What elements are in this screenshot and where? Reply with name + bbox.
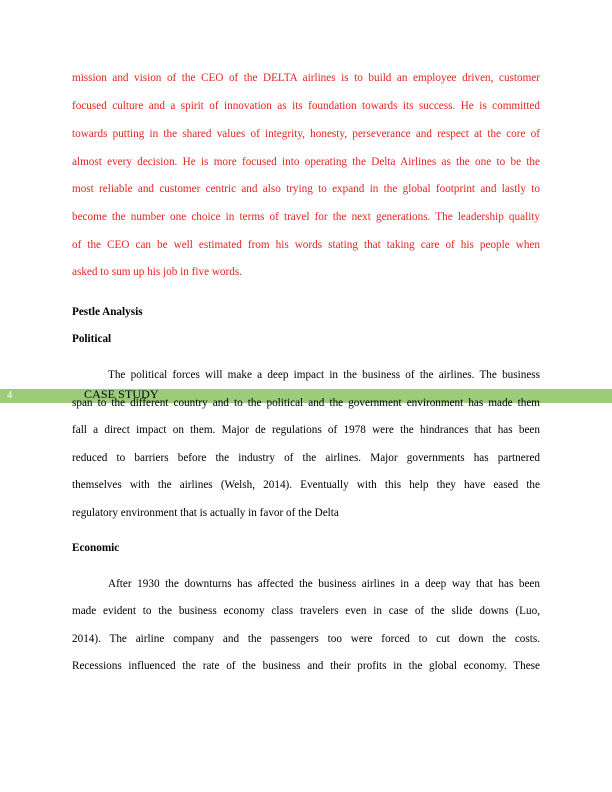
intro-line-1: mission and vision of the CEO of the DELTA airlines is to build an employee driven, customer <box>72 72 540 84</box>
intro-line-4: almost every decision. He is more focused into operating the Delta Airlines as the one to be the <box>72 156 540 168</box>
political-line-6: regulatory environment that is actually in favor of the Delta <box>72 507 339 519</box>
page-number: 4 <box>7 390 13 401</box>
pestle-heading: Pestle Analysis <box>72 306 143 318</box>
intro-line-7: of the CEO can be well estimated from his words stating that taking care of his people when <box>72 239 540 251</box>
intro-line-6: become the number one choice in terms of travel for the next generations. The leadership quality <box>72 211 540 223</box>
intro-line-8: asked to sum up his job in five words. <box>72 266 242 278</box>
political-line-3: fall a direct impact on them. Major de regulations of 1978 were the hindrances that has been <box>72 424 540 436</box>
running-head: CASE STUDY <box>84 387 159 401</box>
intro-line-3: towards putting in the shared values of integrity, honesty, perseverance and respect at the core of <box>72 128 540 140</box>
economic-line-2: made evident to the business economy class travelers even in case of the slide downs (Luo, <box>72 605 540 617</box>
political-line-2: span to the different country and to the political and the government environment has made them <box>72 397 540 409</box>
economic-line-1: After 1930 the downturns has affected the business airlines in a deep way that has been <box>108 578 540 590</box>
political-heading: Political <box>72 333 112 345</box>
political-line-4: reduced to barriers before the industry of the airlines. Major governments has partnered <box>72 452 540 464</box>
economic-line-4: Recessions influenced the rate of the business and their profits in the global economy. These <box>72 660 540 672</box>
political-line-1: The political forces will make a deep impact in the business of the airlines. The business <box>108 369 540 381</box>
economic-heading: Economic <box>72 542 120 554</box>
political-line-5: themselves with the airlines (Welsh, 2014). Eventually with this help they have eased the <box>72 479 540 491</box>
intro-line-5: most reliable and customer centric and also trying to expand in the global footprint and lastly to <box>72 183 540 195</box>
economic-line-3: 2014). The airline company and the passengers too were forced to cut down the costs. <box>72 633 540 645</box>
intro-line-2: focused culture and a spirit of innovation as its foundation towards its success. He is committed <box>72 100 540 112</box>
